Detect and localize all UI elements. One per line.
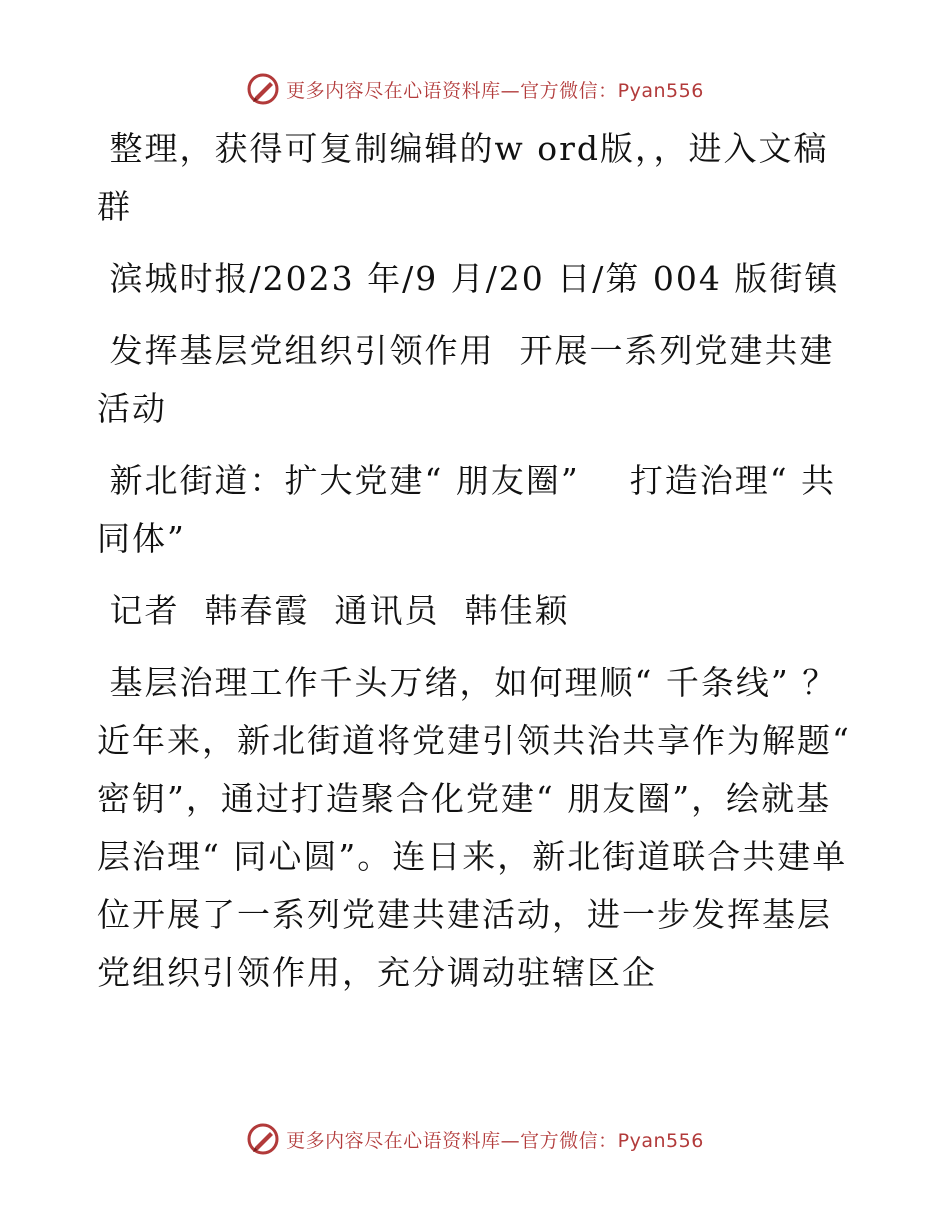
pen-logo-icon xyxy=(246,1122,280,1156)
document-body xyxy=(97,120,864,1002)
watermark-header xyxy=(0,72,950,106)
paragraph-subheadline: 新北街道：扩大党建“ 朋友圈” 打造治理“ 共同体” xyxy=(97,461,837,558)
watermark-footer xyxy=(0,1122,950,1156)
paragraph-body: 基层治理工作千头万绪，如何理顺“ 千条线” ？近年来，新北街道将党建引领共治共享作为解题“ 密钥”，通过打造聚合化党建“ 朋友圈”，绘就基层治理“ 同心圆”。连日来，新北街道联合共建单位开展了一系列党建共建活动，进一步发挥基层党组织引领作用，充分调动驻辖区企 xyxy=(97,663,864,992)
paragraph-byline: 记者 韩春霞 通讯员 韩佳颖 xyxy=(97,591,570,630)
watermark-text: 更多内容尽在心语资料库—官方微信：Pyan556 xyxy=(286,79,704,102)
paragraph-source: 滨城时报/2023 年/9 月/20 日/第 004 版街镇 xyxy=(97,259,840,298)
paragraph-note: 整理，获得可复制编辑的w ord版，，进入文稿群 xyxy=(97,129,829,226)
pen-logo-icon xyxy=(246,72,280,106)
watermark-text: 更多内容尽在心语资料库—官方微信：Pyan556 xyxy=(286,1129,704,1152)
paragraph-headline: 发挥基层党组织引领作用 开展一系列党建共建活动 xyxy=(97,331,835,428)
